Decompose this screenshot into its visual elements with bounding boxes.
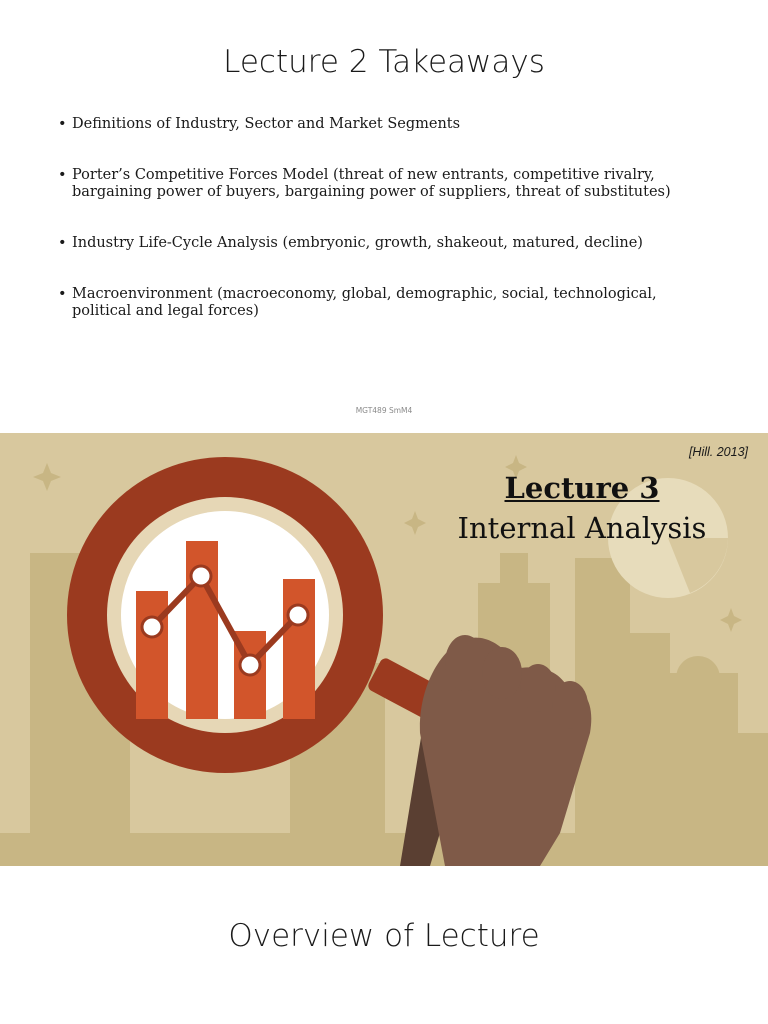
slide-footer: MGT489 SmM4 [355, 406, 413, 415]
slide-title: Overview of Lecture [228, 918, 540, 954]
slide-lecture-3-title [0, 433, 768, 866]
bullet-item [58, 116, 718, 133]
bullet-item [58, 286, 718, 320]
citation: [Hill. 2013] [688, 445, 748, 459]
lecture-number: Lecture 3 [504, 471, 660, 505]
bullet-marker: • [58, 235, 67, 251]
slide-title: Lecture 2 Takeaways [223, 44, 545, 80]
slide-overview [0, 866, 768, 1024]
bullet-marker: • [58, 167, 67, 183]
slide-lecture-2-takeaways [0, 0, 768, 433]
bullet-text: Definitions of Industry, Sector and Market Segments [72, 116, 461, 132]
bullet-text: Macroenvironment (macroeconomy, global, demographic, social, technological, political and legal forces) [72, 286, 657, 319]
bullet-text: Porter’s Competitive Forces Model (threat of new entrants, competitive rivalry, bargaining power of buyers, bargaining power of suppliers, threat of substitutes) [72, 167, 671, 200]
hand [420, 635, 591, 866]
bullet-text: Industry Life-Cycle Analysis (embryonic, growth, shakeout, matured, decline) [72, 235, 643, 251]
bullet-marker: • [58, 116, 67, 132]
bullet-item [58, 167, 718, 201]
lecture-title: Internal Analysis [457, 511, 707, 545]
bullet-item [58, 235, 718, 252]
takeaways-list [58, 116, 718, 354]
bullet-marker: • [58, 286, 67, 302]
